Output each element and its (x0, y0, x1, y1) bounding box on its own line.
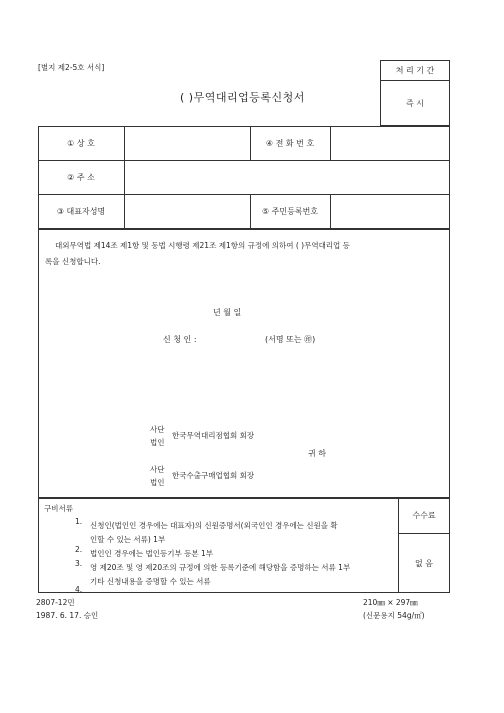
date-line: 년 월 일 (213, 308, 242, 317)
processing-period-label: 처 리 기 간 (395, 65, 435, 75)
recipient1-name: 한국무역대리점협회 회장 (172, 431, 255, 440)
recipient2-name: 한국수출구매업협회 회장 (172, 471, 255, 480)
honorific: 귀 하 (308, 449, 326, 458)
address-label: ② 주 소 (67, 172, 95, 182)
page-title: ( )무역대리업등록신청서 (180, 91, 305, 104)
resident-number-label: ⑤ 주민등록번호 (261, 207, 319, 216)
form-code: [별지 제2-5호 서식] (38, 63, 105, 72)
doc-item-1-line1: 신청인(법인인 경우에는 대표자)의 신원증명서(외국인인 경우에는 신원을 확 (90, 521, 338, 530)
fee-value: 없 음 (415, 558, 433, 568)
doc-item-2-num: 2. (75, 545, 83, 554)
documents-heading: 구비서류 (44, 504, 73, 513)
paper-type: (신문용지 54g/㎡) (363, 611, 425, 620)
applicant-label: 신 청 인 : (163, 335, 197, 344)
doc-item-3-line1: 영 제20조 및 영 제20조의 규정에 의한 등록기준에 해당함을 증명하는 서류 1부 (90, 563, 351, 572)
doc-item-1-num: 1. (75, 517, 83, 526)
application-text-line2: 록을 신청합니다. (45, 257, 101, 266)
signature-note: (서명 또는 ㊞) (265, 335, 316, 344)
doc-item-3-num: 3. (75, 559, 83, 568)
doc-item-3-line2: 기타 신청내용을 증명할 수 있는 서류 (90, 577, 211, 586)
approval-date: 1987. 6. 17. 승인 (36, 611, 99, 620)
phone-field[interactable] (331, 127, 449, 159)
doc-item-1-line2: 인할 수 있는 서류) 1부 (90, 535, 166, 544)
address-field[interactable] (125, 161, 449, 193)
processing-period-value: 즉 시 (406, 98, 424, 108)
company-name-label: ① 상 호 (67, 138, 95, 148)
recipient1-prefix-top: 사단 (150, 425, 165, 434)
doc-item-4-num: 4. (75, 585, 83, 594)
representative-label: ③ 대표자성명 (56, 207, 106, 216)
application-text-line1: 대외무역법 제14조 제1항 및 동법 시행령 제21조 제1항의 규정에 의하여 ( )무역대리업 등 (55, 241, 350, 250)
doc-item-2-line1: 법인인 경우에는 법인등기부 등본 1부 (90, 549, 213, 558)
recipient2-prefix-top: 사단 (150, 465, 165, 474)
company-name-field[interactable] (125, 127, 249, 159)
phone-label: ④ 전 화 번 호 (265, 138, 315, 148)
representative-field[interactable] (125, 195, 249, 228)
recipient1-prefix-bottom: 법인 (150, 438, 165, 447)
resident-number-field[interactable] (331, 195, 449, 228)
paper-size: 210㎜ × 297㎜ (363, 598, 418, 607)
fee-label: 수수료 (412, 511, 436, 520)
recipient2-prefix-bottom: 법인 (150, 478, 165, 487)
applicant-field[interactable] (208, 330, 258, 344)
form-number: 2807-12민 (36, 598, 75, 607)
